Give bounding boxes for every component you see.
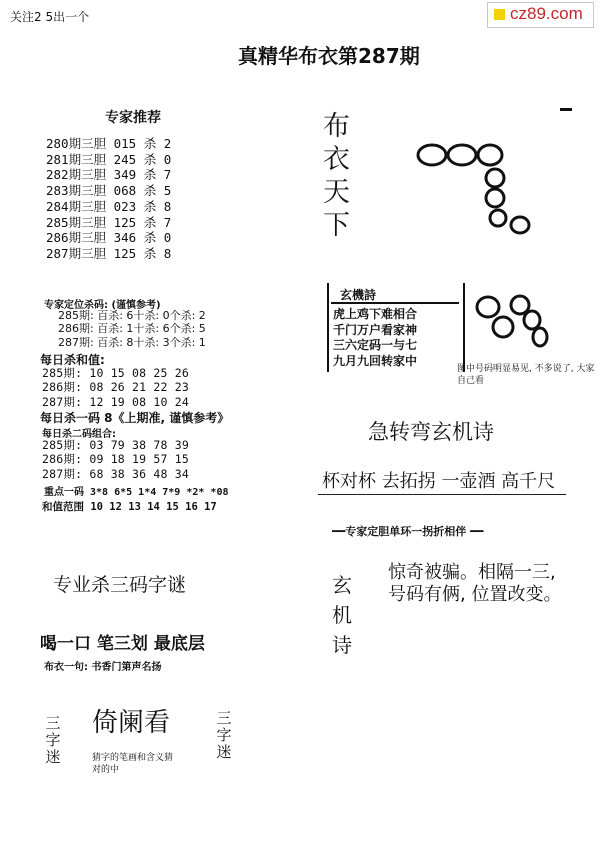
position-kill-list xyxy=(58,309,206,349)
surprise-poem xyxy=(388,562,561,606)
riddle-big-chars: 倚阑看 xyxy=(92,708,171,738)
combo-row: 286期: 09 18 19 57 15 xyxy=(42,452,190,467)
pick-row: 287期三胆 125 杀 8 xyxy=(46,245,172,261)
three-char-riddle-left: 三字迷 xyxy=(45,714,61,766)
mystic-poem-title: 急转弯玄机诗 xyxy=(368,420,494,444)
pick-row: 286期三胆 346 杀 0 xyxy=(46,230,172,246)
riddle-note-line: 猜字的笔画和含义猜 xyxy=(92,753,174,763)
mystic-underline xyxy=(318,494,566,495)
picks-list xyxy=(46,136,171,262)
image-note: 图中号码明显易见, 不多说了, 大家自己看 xyxy=(457,364,595,386)
site-logo[interactable] xyxy=(487,2,594,28)
poem-lines xyxy=(333,307,417,369)
focus-code-row: 重点一码 3*8 6*5 1*4 7*9 *2* *08 xyxy=(44,487,229,498)
pick-row: 281期三胆 245 杀 0 xyxy=(46,151,172,167)
pick-row: 285期三胆 125 杀 7 xyxy=(46,214,172,230)
page-title: 真精华布衣第287期 xyxy=(238,44,420,68)
position-kill-title: 专家定位杀码: (谨慎参考) xyxy=(44,300,161,311)
corner-mark xyxy=(560,108,572,111)
poem-divider xyxy=(331,302,459,304)
sum-row: 287期: 12 19 08 10 24 xyxy=(42,394,190,409)
expert-recommend-title: 专家推荐 xyxy=(105,110,161,126)
riddle-small-note xyxy=(92,752,173,776)
sum-kill-title: 每日杀和值: xyxy=(40,353,105,367)
pick-row: 280期三胆 015 杀 2 xyxy=(46,136,172,151)
combo-list xyxy=(42,438,189,481)
combo-row: 285期: 03 79 38 78 39 xyxy=(42,438,190,452)
pick-row: 283期三胆 068 杀 5 xyxy=(46,183,172,199)
poem-title: 玄機詩 xyxy=(340,288,377,302)
expert-banner: ━━专家定胆单环一拐折相伴 ━━ xyxy=(332,525,484,538)
three-char-riddle-right: 三字迷 xyxy=(216,709,232,761)
position-row: 285期: 百杀: 6十杀: 0个杀: 2 xyxy=(58,309,206,322)
combo-row: 287期: 68 38 36 48 34 xyxy=(42,466,190,481)
cloth-vertical-title: 布衣天下 xyxy=(323,111,350,241)
riddle-hint: 布衣一句: 书香门第声名扬 xyxy=(44,662,162,673)
logo-square-icon xyxy=(494,9,505,20)
surprise-line: 惊奇被骗。相隔一三, xyxy=(388,562,556,583)
top-note: 关注2 5出一个 xyxy=(10,10,90,24)
sum-range-row: 和值范围 10 12 13 14 15 16 17 xyxy=(42,501,217,513)
poem-line: 九月九回转家中 xyxy=(333,353,418,368)
sum-row: 286期: 08 26 21 22 23 xyxy=(42,380,190,395)
riddle3-title: 专业杀三码字谜 xyxy=(53,574,187,596)
poem-line: 千门万户看家神 xyxy=(333,322,418,337)
sum-kill-list xyxy=(42,366,189,409)
position-row: 286期: 百杀: 1十杀: 6个杀: 5 xyxy=(58,322,206,336)
daily-combo-title: 每日杀二码组合: xyxy=(42,429,116,440)
coin-cluster-icon xyxy=(468,285,553,355)
position-row: 287期: 百杀: 8十杀: 3个杀: 1 xyxy=(58,335,206,349)
surprise-line: 号码有俩, 位置改变。 xyxy=(388,584,562,605)
coin-chain-icon xyxy=(410,130,540,245)
logo-text: cz89.com xyxy=(510,4,583,23)
mystic-line: 杯对杯 去拓拐 一壶酒 高千尺 xyxy=(322,471,556,492)
pick-row: 284期三胆 023 杀 8 xyxy=(46,198,172,214)
riddle-note-line: 对的中 xyxy=(92,765,120,775)
sum-row: 285期: 10 15 08 25 26 xyxy=(42,366,190,380)
daily-kill-one: 每日杀一码 8《上期准, 谨慎参考》 xyxy=(40,411,230,425)
pick-row: 282期三胆 349 杀 7 xyxy=(46,167,172,183)
poem-line: 虎上鸡下难相合 xyxy=(333,307,418,321)
riddle-lines: 喝一口 笔三划 最底层 xyxy=(40,634,205,654)
poem-line: 三六定码一与七 xyxy=(333,338,418,352)
xuan-ji-shi-vertical: 玄机诗 xyxy=(332,573,352,657)
